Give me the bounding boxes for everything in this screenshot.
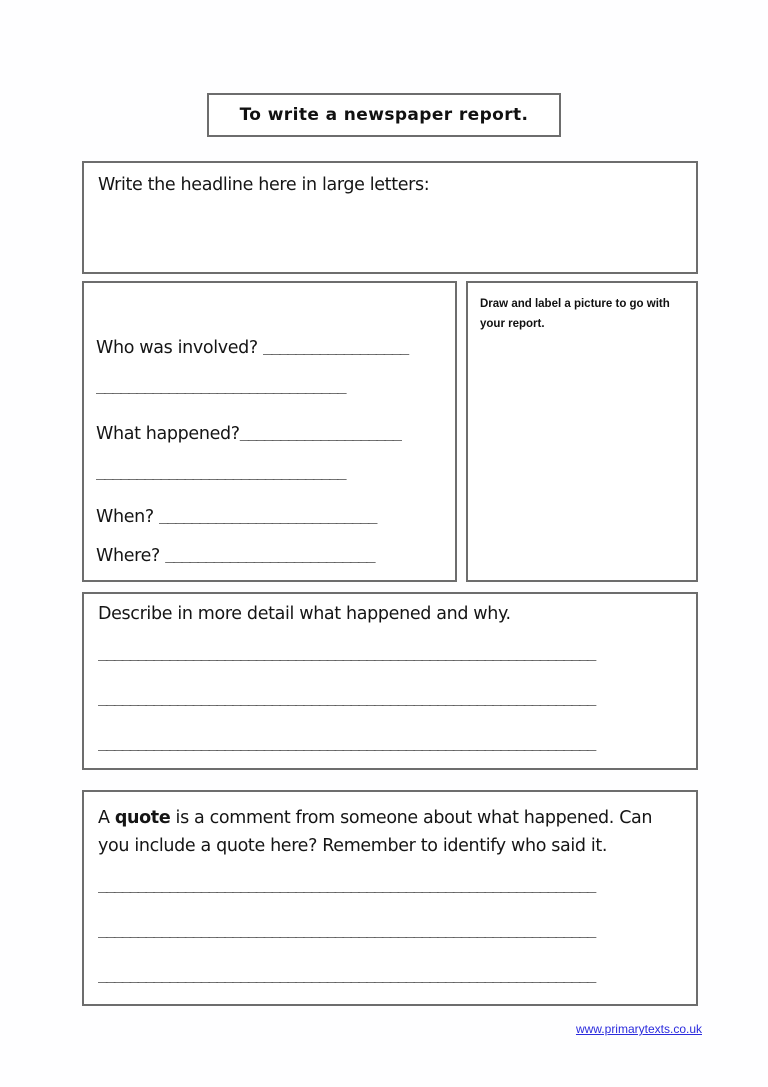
question-what-continuation	[96, 461, 443, 483]
describe-writing-lines	[98, 642, 682, 777]
describe-detail-box[interactable]	[82, 592, 698, 770]
question-where-label: Where?	[96, 546, 166, 566]
picture-prompt-label: Draw and label a picture to go with your report.	[480, 298, 670, 331]
quote-prompt-after: is a comment from someone about what happened. Can you include a quote here? Remember to identify who said it.	[98, 808, 653, 857]
answer-rule-what-2[interactable]: _______________________________	[96, 461, 346, 480]
quote-writing-lines	[98, 874, 682, 1009]
question-who	[96, 336, 443, 358]
headline-answer-box[interactable]	[82, 161, 698, 274]
writing-line[interactable]: _______________________________________________________________	[98, 964, 595, 983]
answer-rule-who[interactable]: __________________	[263, 336, 408, 355]
quote-prompt-before: A	[98, 808, 115, 828]
writing-line[interactable]: _______________________________________________________________	[98, 919, 595, 938]
page-title: To write a newspaper report.	[239, 105, 529, 125]
quote-prompt-label	[98, 804, 682, 861]
question-when	[96, 505, 443, 527]
writing-line[interactable]: _______________________________________________________________	[98, 687, 595, 706]
worksheet-title-box	[207, 93, 561, 137]
writing-line[interactable]: _______________________________________________________________	[98, 642, 595, 661]
writing-line[interactable]: _______________________________________________________________	[98, 874, 595, 893]
answer-rule-what[interactable]: ____________________	[239, 422, 401, 441]
question-where	[96, 544, 443, 566]
question-who-continuation	[96, 375, 443, 397]
writing-line[interactable]: _______________________________________________________________	[98, 732, 595, 751]
headline-prompt-label: Write the headline here in large letters:	[98, 175, 430, 195]
picture-drawing-box[interactable]	[466, 281, 698, 582]
five-ws-question-box[interactable]	[82, 281, 457, 582]
quote-box[interactable]	[82, 790, 698, 1006]
quote-keyword: quote	[114, 808, 171, 828]
question-when-label: When?	[96, 507, 160, 527]
question-what	[96, 422, 443, 444]
answer-rule-when[interactable]: ___________________________	[159, 505, 376, 524]
describe-prompt-label: Describe in more detail what happened and why.	[98, 604, 511, 624]
question-who-label: Who was involved?	[96, 338, 264, 358]
answer-rule-who-2[interactable]: _______________________________	[96, 375, 346, 394]
footer-website-link[interactable]: www.primarytexts.co.uk	[575, 1022, 702, 1036]
answer-rule-where[interactable]: __________________________	[165, 544, 374, 563]
question-what-label: What happened?	[96, 424, 240, 444]
